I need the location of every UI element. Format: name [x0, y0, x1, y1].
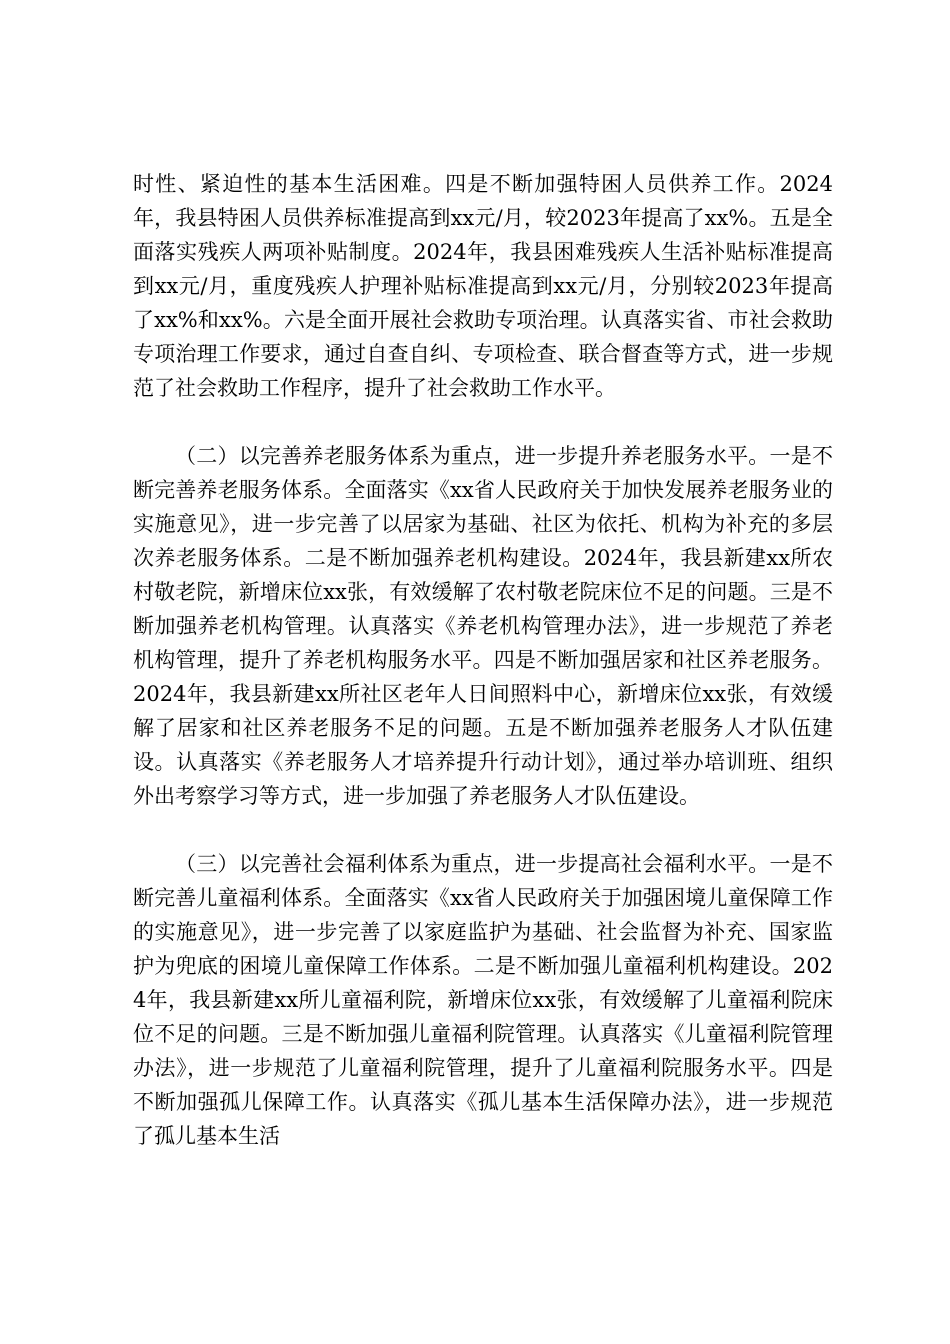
document-body	[133, 167, 833, 1153]
paragraph-section-3: （三）以完善社会福利体系为重点，进一步提高社会福利水平。一是不断完善儿童福利体系。全面落实《xx省人民政府关于加强困境儿童保障工作的实施意见》，进一步完善了以家庭监护为基础、社会监督为补充、国家监护为兜底的困境儿童保障工作体系。二是不断加强儿童福利机构建设。2024年，我县新建xx所儿童福利院，新增床位xx张，有效缓解了儿童福利院床位不足的问题。三是不断加强儿童福利院管理。认真落实《儿童福利院管理办法》，进一步规范了儿童福利院管理，提升了儿童福利院服务水平。四是不断加强孤儿保障工作。认真落实《孤儿基本生活保障办法》，进一步规范了孤儿基本生活	[133, 852, 833, 1148]
paragraph-continuation: 时性、紧迫性的基本生活困难。四是不断加强特困人员供养工作。2024年，我县特困人员供养标准提高到xx元/月，较2023年提高了xx%。五是全面落实残疾人两项补贴制度。2024年，我县困难残疾人生活补贴标准提高到xx元/月，重度残疾人护理补贴标准提高到xx元/月，分别较2023年提高了xx%和xx%。六是全面开展社会救助专项治理。认真落实省、市社会救助专项治理工作要求，通过自查自纠、专项检查、联合督查等方式，进一步规范了社会救助工作程序，提升了社会救助工作水平。	[133, 172, 833, 400]
paragraph-section-2: （二）以完善养老服务体系为重点，进一步提升养老服务水平。一是不断完善养老服务体系。全面落实《xx省人民政府关于加快发展养老服务业的实施意见》，进一步完善了以居家为基础、社区为依托、机构为补充的多层次养老服务体系。二是不断加强养老机构建设。2024年，我县新建xx所农村敬老院，新增床位xx张，有效缓解了农村敬老院床位不足的问题。三是不断加强养老机构管理。认真落实《养老机构管理办法》，进一步规范了养老机构管理，提升了养老机构服务水平。四是不断加强居家和社区养老服务。2024年，我县新建xx所社区老年人日间照料中心，新增床位xx张，有效缓解了居家和社区养老服务不足的问题。五是不断加强养老服务人才队伍建设。认真落实《养老服务人才培养提升行动计划》，通过举办培训班、组织外出考察学习等方式，进一步加强了养老服务人才队伍建设。	[133, 444, 833, 808]
